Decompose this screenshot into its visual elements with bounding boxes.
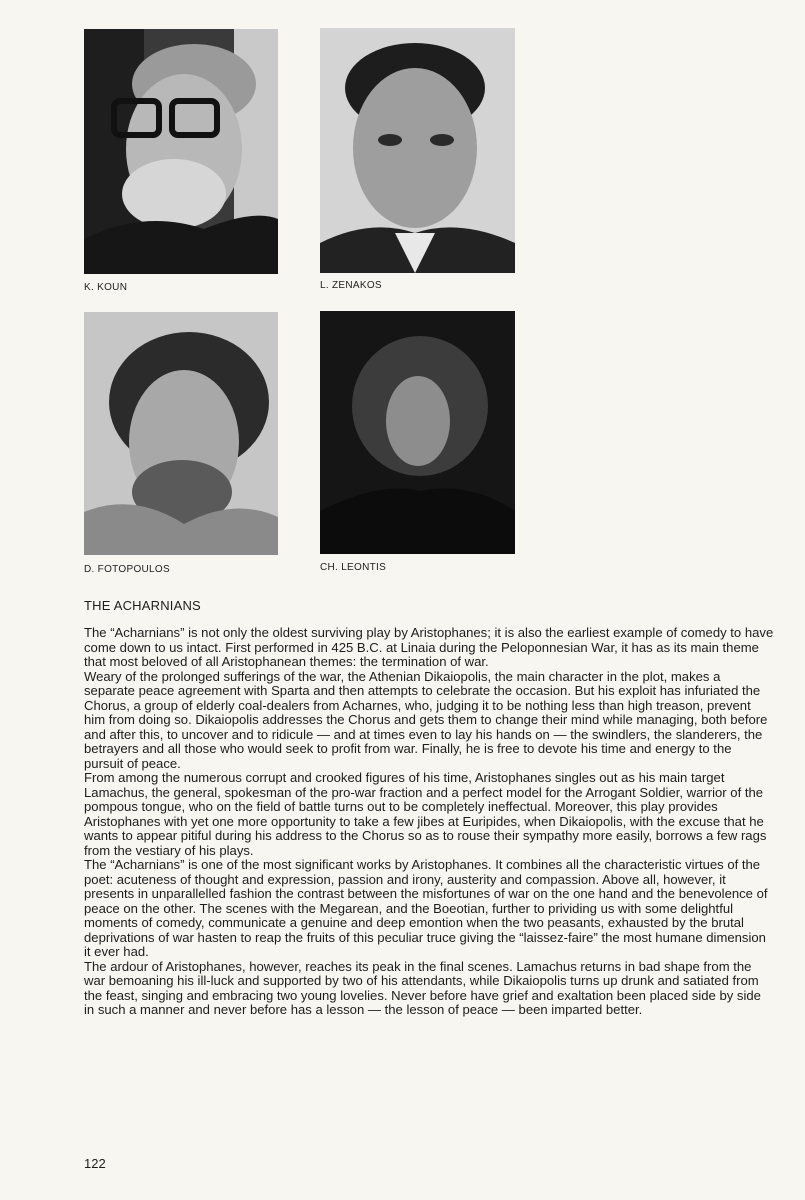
article-paragraph: Weary of the prolonged sufferings of the war, the Athenian Dikaiopolis, the main character in the plot, makes a separate peace agreement with Sparta and then attempts to celebrate the occasion. But his exploit has infuriated the Chorus, a group of elderly coal-dealers from Acharnes, who, judging it to be nothing less than high treason, prevent him from doing so. Dikaiopolis addresses the Chorus and gets them to change their mind while managing, both before and after this, to uncover and to ridicule — and at times even to lay his hands on — the swindlers, the slanderers, the betrayers and all those who would seek to profit from war. Finally, he is free to devote his time and energy to the pursuit of peace. [84,668,768,771]
caption-k-koun: K. KOUN [84,282,128,293]
article-paragraph: From among the numerous corrupt and crooked figures of his time, Aristophanes singles out as his main target Lamachus, the general, spokesman of the pro-war fraction and a perfect model for the Arrogant Soldier, warrior of the pompous tongue, who on the field of battle turns out to be completely ineffectual. Moreover, this play provides Aristophanes with yet one more opportunity to take a few jibes at Euripides, when Dikaiopolis, with the excuse that he wants to appear pitiful during his address to the Chorus so as to rouse their sympathy more easily, borrows a few rags from the vestiary of his plays. [84,770,767,858]
article-paragraph: The “Acharnians” is one of the most significant works by Aristophanes. It combines all the characteristic virtues of the poet: acuteness of thought and expression, passion and irony, austerity and compassion. Above all, however, it presents in unparallelled fashion the contrast between the misfortunes of war on the one hand and the benevolence of peace on the other. The scenes with the Megarean, and the Boeotian, further to prividing us with some delightful moments of comedy, communicate a genuine and deep emontion when the two peasants, exhausted by the brutal deprivations of war hasten to reap the fruits of this peculiar truce giving the “laissez-faire” the most humane dimension it ever had. [84,857,768,959]
page-number: 122 [84,1156,106,1171]
caption-l-zenakos: L. ZENAKOS [320,280,382,291]
portrait-k-koun [84,29,278,274]
article-title: THE ACHARNIANS [84,598,201,613]
portrait-l-zenakos [320,28,515,273]
article [84,598,774,1018]
photo-d-fotopoulos [84,312,278,555]
photo-k-koun [84,29,278,274]
portrait-d-fotopoulos [84,312,278,555]
photo-ch-leontis [320,311,515,554]
article-paragraph: The ardour of Aristophanes, however, reaches its peak in the final scenes. Lamachus returns in bad shape from the war bemoaning his ill-luck and supported by two of his attendants, while Dikaiopolis turns up drunk and satiated from the feast, singing and embracing two young lovelies. Never before have grief and exaltation been placed side by side in such a manner and never before has a lesson — the lesson of peace — been imparted better. [84,958,761,1017]
caption-d-fotopoulos: D. FOTOPOULOS [84,564,170,575]
caption-ch-leontis: CH. LEONTIS [320,562,387,573]
portrait-ch-leontis [320,311,515,554]
article-paragraph: The “Acharnians” is not only the oldest surviving play by Aristophanes; it is also the earliest example of comedy to have come down to us intact. First performed in 425 B.C. at Linaia during the Peloponnesian War, it has as its main theme that most beloved of all Aristophanean themes: the termination of war. [84,625,774,669]
photo-l-zenakos [320,28,515,273]
